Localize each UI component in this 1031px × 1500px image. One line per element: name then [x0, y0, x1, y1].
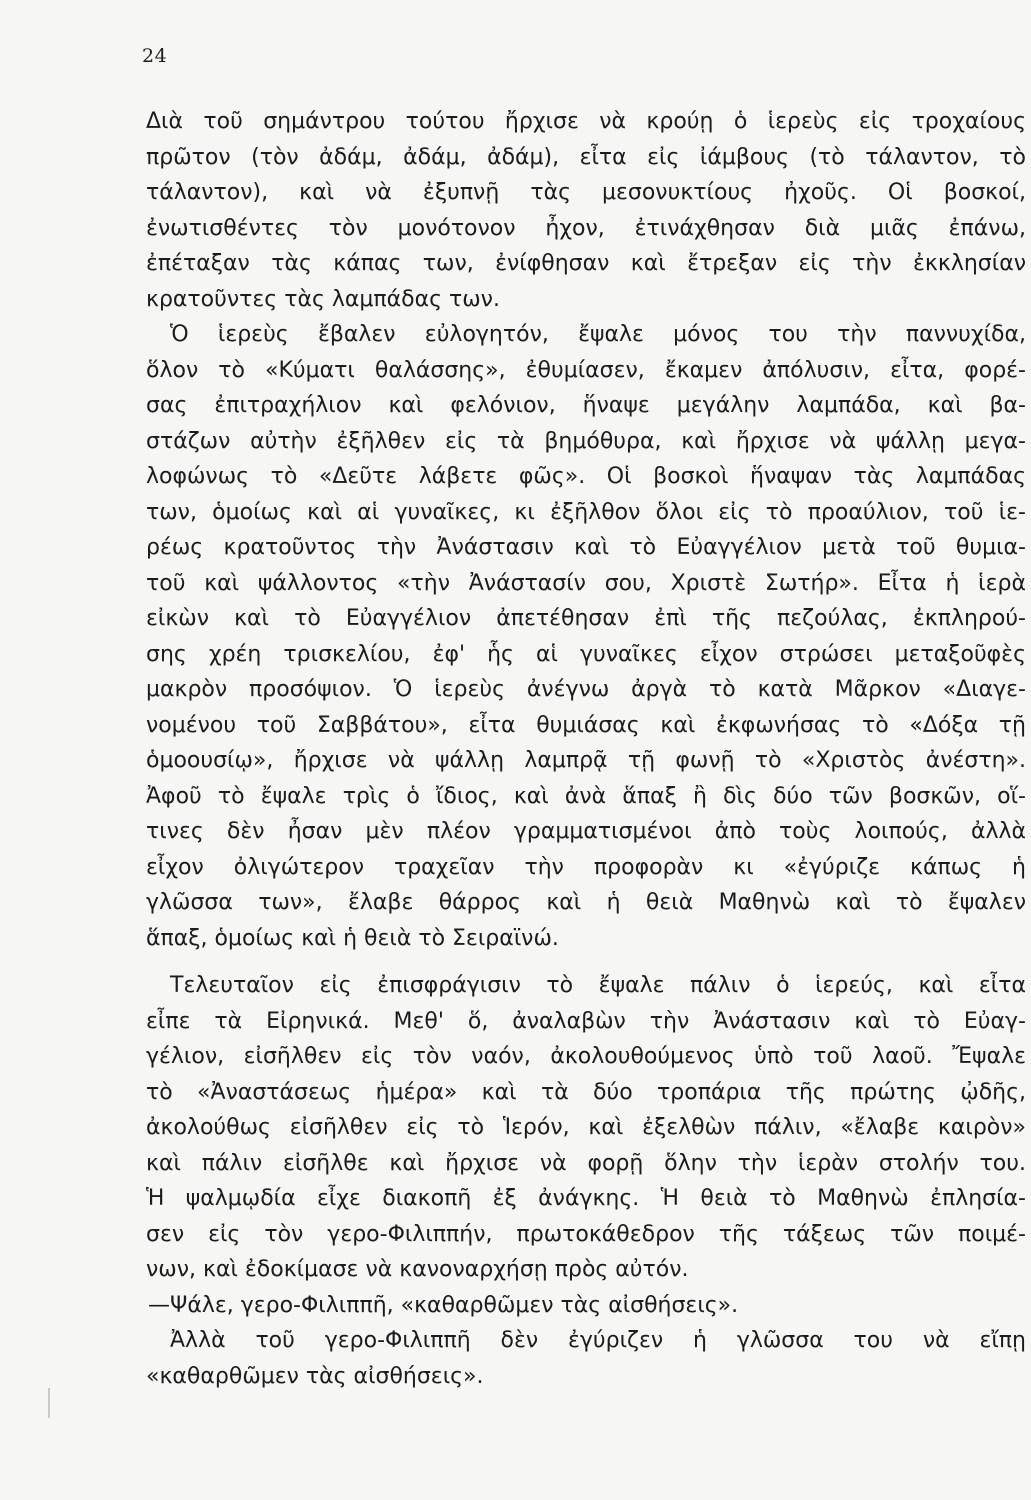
text-line: νων, καὶ ἐδοκίμασε νὰ κανοναρχήσῃ πρὸς αὐτόν. [146, 1257, 689, 1282]
text-line: γέλιον, εἰσῆλθεν εἰς τὸν ναόν, ἀκολουθούμενος ὑπὸ τοῦ λαοῦ. Ἔψαλε [146, 1044, 1026, 1069]
text-line: ὁμοουσίῳ», ἤρχισε νὰ ψάλλῃ λαμπρᾷ τῇ φωνῇ τὸ «Χριστὸς ἀνέστη». [146, 748, 1026, 773]
text-line: Τελευταῖον εἰς ἐπισφράγισιν τὸ ἔψαλε πάλιν ὁ ἱερεύς, καὶ εἶτα [170, 973, 1026, 998]
text-line: σας ἐπιτραχήλιον καὶ φελόνιον, ἥναψε μεγάλην λαμπάδα, καὶ βα- [146, 393, 1026, 418]
text-line: πρῶτον (τὸν ἀδάμ, ἀδάμ, ἀδάμ), εἶτα εἰς ἰάμβους (τὸ τάλαντον, τὸ [146, 144, 1026, 170]
text-line: μακρὸν προσόψιον. Ὁ ἱερεὺς ἀνέγνω ἀργὰ τὸ κατὰ Μᾶρκον «Διαγε- [146, 677, 1026, 702]
text-line: καὶ πάλιν εἰσῆλθε καὶ ἤρχισε νὰ φορῇ ὅλην τὴν ἱερὰν στολήν του. [146, 1150, 1026, 1176]
text-line: τοῦ καὶ ψάλλοντος «τὴν Ἀνάστασίν σου, Χριστὲ Σωτήρ». Εἶτα ἡ ἱερὰ [146, 570, 1026, 596]
body-text [146, 104, 1026, 1394]
text-line: εἶπε τὰ Εἰρηνικά. Μεθ' ὅ, ἀναλαβὼν τὴν Ἀνάστασιν καὶ τὸ Εὐαγ- [146, 1008, 1026, 1034]
page-number: 24 [142, 45, 168, 67]
text-line: —Ψάλε, γερο-Φιλιππῆ, «καθαρθῶμεν τὰς αἰσθήσεις». [148, 1292, 739, 1318]
text-line: ρέως κρατοῦντος τὴν Ἀνάστασιν καὶ τὸ Εὐαγγέλιον μετὰ τοῦ θυμια- [146, 535, 1026, 560]
text-line: Διὰ τοῦ σημάντρου τούτου ἤρχισε νὰ κρούῃ ὁ ἱερεὺς εἰς τροχαίους [146, 109, 1026, 134]
text-line: τὸ «Ἀναστάσεως ἡμέρα» καὶ τὰ δύο τροπάρια τῆς πρώτης ᾠδῆς, [146, 1079, 1026, 1105]
text-line: νομένου τοῦ Σαββάτου», εἶτα θυμιάσας καὶ ἐκφωνήσας τὸ «Δόξα τῇ [146, 712, 1026, 738]
text-line: «καθαρθῶμεν τὰς αἰσθήσεις». [146, 1363, 484, 1389]
text-line: εἰκὼν καὶ τὸ Εὐαγγέλιον ἀπετέθησαν ἐπὶ τῆς πεζούλας, ἐκπληρού- [146, 606, 1026, 631]
scan-edge-mark [48, 1388, 50, 1418]
text-line: ἐνωτισθέντες τὸν μονότονον ἦχον, ἐτινάχθησαν διὰ μιᾶς ἐπάνω, [146, 215, 1026, 241]
text-line: κρατοῦντες τὰς λαμπάδας των. [146, 286, 500, 312]
text-line: γλῶσσα των», ἔλαβε θάρρος καὶ ἡ θειὰ Μαθηνὼ καὶ τὸ ἔψαλεν [146, 890, 1026, 915]
text-line: Ὁ ἱερεὺς ἔβαλεν εὐλογητόν, ἔψαλε μόνος του τὴν παννυχίδα, [170, 322, 1026, 347]
text-line: ἀκολούθως εἰσῆλθεν εἰς τὸ Ἱερόν, καὶ ἐξελθὼν πάλιν, «ἔλαβε καιρὸν» [146, 1115, 1026, 1140]
text-line: ἅπαξ, ὁμοίως καὶ ἡ θειὰ τὸ Σειραϊνώ. [146, 925, 559, 951]
text-line: των, ὁμοίως καὶ αἱ γυναῖκες, κι ἐξῆλθον ὅλοι εἰς τὸ προαύλιον, τοῦ ἱε- [146, 499, 1026, 525]
text-line: εἶχον ὀλιγώτερον τραχεῖαν τὴν προφορὰν κι «ἐγύριζε κάπως ἡ [146, 854, 1026, 880]
text-line: ἐπέταξαν τὰς κάπας των, ἐνίφθησαν καὶ ἔτρεξαν εἰς τὴν ἐκκλησίαν [146, 251, 1026, 276]
text-line: ὅλον τὸ «Κύματι θαλάσσης», ἐθυμίασεν, ἔκαμεν ἀπόλυσιν, εἶτα, φορέ- [146, 357, 1026, 383]
text-line: σης χρέη τρισκελίου, ἐφ' ἧς αἱ γυναῖκες εἶχον στρώσει μεταξοῦφὲς [146, 641, 1026, 667]
text-line: τάλαντον), καὶ νὰ ἐξυπνῇ τὰς μεσονυκτίους ἠχοῦς. Οἱ βοσκοί, [146, 180, 1026, 205]
text-line: στάζων αὐτὴν ἐξῆλθεν εἰς τὰ βημόθυρα, καὶ ἤρχισε νὰ ψάλλῃ μεγα- [146, 428, 1026, 454]
text-line: Ἀφοῦ τὸ ἔψαλε τρὶς ὁ ἴδιος, καὶ ἀνὰ ἅπαξ ἢ δὶς δύο τῶν βοσκῶν, οἵ- [146, 783, 1026, 809]
text-line: σεν εἰς τὸν γερο-Φιλιππήν, πρωτοκάθεδρον τῆς τάξεως τῶν ποιμέ- [146, 1221, 1026, 1247]
text-line: Ἡ ψαλμῳδία εἶχε διακοπῆ ἐξ ἀνάγκης. Ἡ θειὰ τὸ Μαθηνὼ ἐπλησία- [146, 1186, 1026, 1211]
text-line: Ἀλλὰ τοῦ γερο-Φιλιππῆ δὲν ἐγύριζεν ἡ γλῶσσα του νὰ εἴπῃ [170, 1328, 1026, 1353]
text-line: τινες δὲν ἦσαν μὲν πλέον γραμματισμένοι ἀπὸ τοὺς λοιπούς, ἀλλὰ [146, 819, 1026, 844]
text-line: λοφώνως τὸ «Δεῦτε λάβετε φῶς». Οἱ βοσκοὶ ἥναψαν τὰς λαμπάδας [146, 464, 1026, 489]
